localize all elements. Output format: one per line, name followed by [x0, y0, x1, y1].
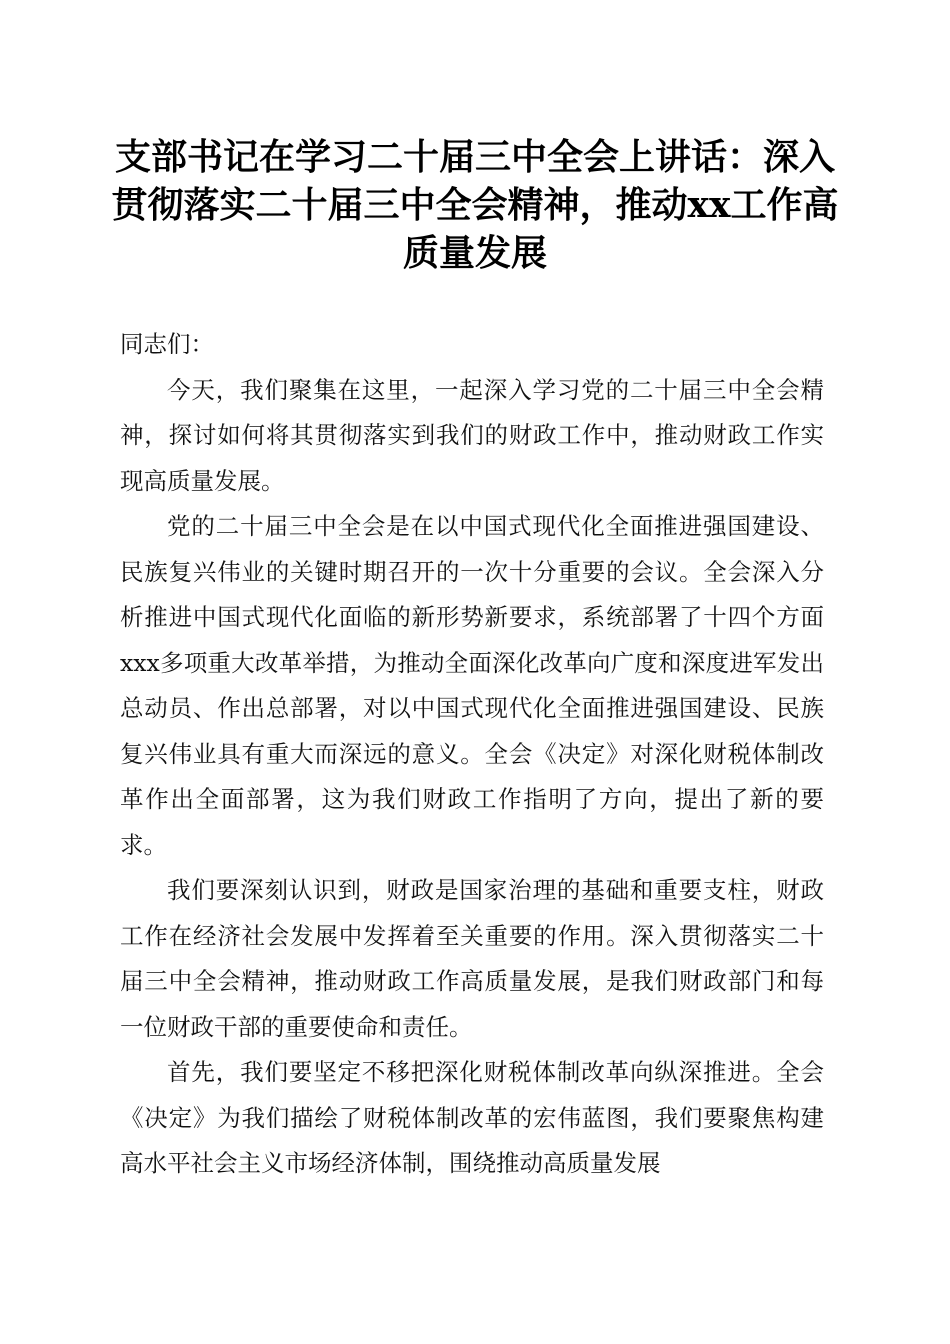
document-title: 支部书记在学习二十届三中全会上讲话：深入贯彻落实二十届三中全会精神，推动xx工作高质量发展 — [111, 136, 839, 274]
paragraph-1: 今天，我们聚集在这里，一起深入学习党的二十届三中全会精神，探讨如何将其贯彻落实到我们的财政工作中，推动财政工作实现高质量发展。 — [120, 375, 824, 495]
paragraph-2: 党的二十届三中全会是在以中国式现代化全面推进强国建设、民族复兴伟业的关键时期召开的一次十分重要的会议。全会深入分析推进中国式现代化面临的新形势新要求，系统部署了十四个方面xxx多项重大改革举措，为推动全面深化改革向广度和深度进军发出总动员、作出总部署，对以中国式现代化全面推进强国建设、民族复兴伟业具有重大而深远的意义。全会《决定》对深化财税体制改革作出全面部署，这为我们财政工作指明了方向，提出了新的要求。 — [120, 512, 824, 859]
document-body — [120, 322, 824, 1187]
salutation: 同志们： — [120, 330, 214, 358]
paragraph-3: 我们要深刻认识到，财政是国家治理的基础和重要支柱，财政工作在经济社会发展中发挥着至关重要的作用。深入贯彻落实二十届三中全会精神，推动财政工作高质量发展，是我们财政部门和每一位财政干部的重要使命和责任。 — [120, 876, 824, 1041]
paragraph-4: 首先，我们要坚定不移把深化财税体制改革向纵深推进。全会《决定》为我们描绘了财税体制改革的宏伟蓝图，我们要聚焦构建高水平社会主义市场经济体制，围绕推动高质量发展 — [120, 1058, 824, 1177]
